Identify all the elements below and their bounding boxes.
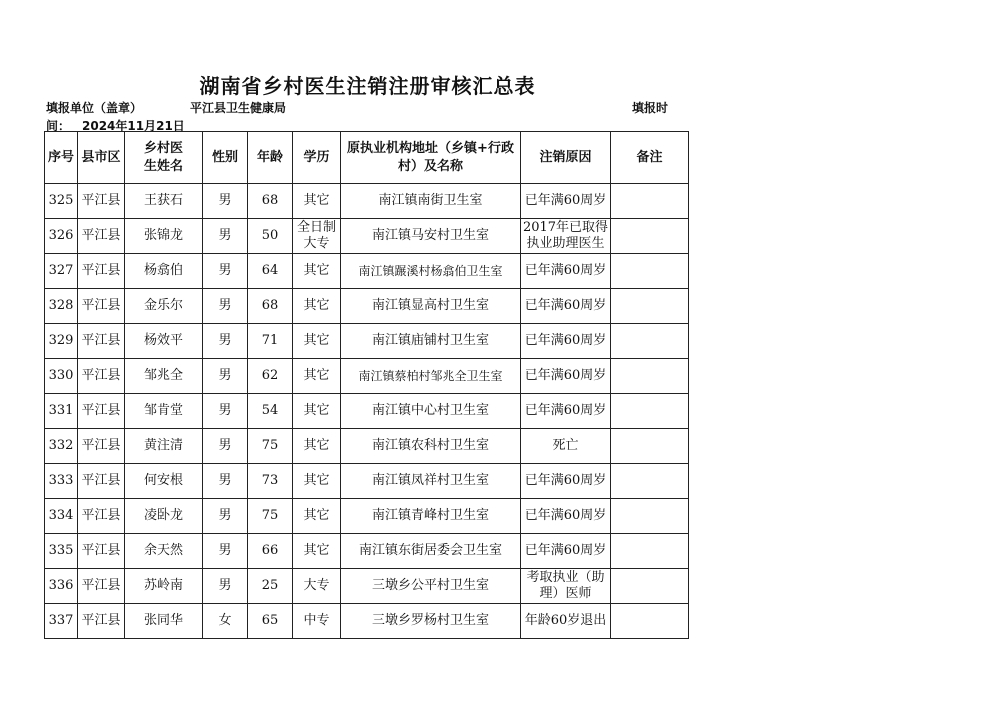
cell-original-institution: 南江镇蔡柏村邹兆全卫生室 bbox=[341, 359, 521, 394]
cell-remarks bbox=[611, 534, 689, 569]
cell-county: 平江县 bbox=[78, 394, 125, 429]
cell-deregistration-reason: 已年满60周岁 bbox=[521, 184, 611, 219]
cell-remarks bbox=[611, 184, 689, 219]
cell-education: 全日制大专 bbox=[293, 219, 341, 254]
cell-age: 66 bbox=[248, 534, 293, 569]
cell-gender: 男 bbox=[203, 254, 248, 289]
table-row bbox=[45, 429, 689, 464]
cell-deregistration-reason: 已年满60周岁 bbox=[521, 324, 611, 359]
cell-education: 其它 bbox=[293, 289, 341, 324]
cell-doctor-name: 杨翕伯 bbox=[125, 254, 203, 289]
report-time-label-continued: 间： bbox=[46, 119, 71, 133]
header-education: 学历 bbox=[293, 132, 341, 184]
cell-serial-no: 330 bbox=[45, 359, 78, 394]
cell-serial-no: 332 bbox=[45, 429, 78, 464]
cell-remarks bbox=[611, 219, 689, 254]
cell-deregistration-reason: 已年满60周岁 bbox=[521, 499, 611, 534]
cell-deregistration-reason: 已年满60周岁 bbox=[521, 394, 611, 429]
cell-deregistration-reason: 已年满60周岁 bbox=[521, 289, 611, 324]
cell-doctor-name: 金乐尔 bbox=[125, 289, 203, 324]
cell-gender: 男 bbox=[203, 324, 248, 359]
cell-county: 平江县 bbox=[78, 359, 125, 394]
cell-education: 其它 bbox=[293, 499, 341, 534]
cell-serial-no: 335 bbox=[45, 534, 78, 569]
cell-age: 50 bbox=[248, 219, 293, 254]
cell-age: 71 bbox=[248, 324, 293, 359]
cell-deregistration-reason: 2017年已取得执业助理医生 bbox=[521, 219, 611, 254]
cell-original-institution: 南江镇显高村卫生室 bbox=[341, 289, 521, 324]
header-original-institution: 原执业机构地址（乡镇+行政村）及名称 bbox=[341, 132, 521, 184]
cell-doctor-name: 邹兆全 bbox=[125, 359, 203, 394]
cell-gender: 男 bbox=[203, 499, 248, 534]
cell-deregistration-reason: 年龄60岁退出 bbox=[521, 604, 611, 639]
table-row bbox=[45, 324, 689, 359]
cell-doctor-name: 苏岭南 bbox=[125, 569, 203, 604]
cell-county: 平江县 bbox=[78, 534, 125, 569]
header-doctor-name: 乡村医生姓名 bbox=[125, 132, 203, 184]
cell-original-institution: 南江镇南街卫生室 bbox=[341, 184, 521, 219]
cell-age: 75 bbox=[248, 429, 293, 464]
table-row bbox=[45, 604, 689, 639]
cell-original-institution: 南江镇农科村卫生室 bbox=[341, 429, 521, 464]
cell-deregistration-reason: 已年满60周岁 bbox=[521, 359, 611, 394]
cell-county: 平江县 bbox=[78, 324, 125, 359]
cell-remarks bbox=[611, 289, 689, 324]
report-time-label: 填报时 bbox=[632, 101, 669, 115]
cell-original-institution: 南江镇马安村卫生室 bbox=[341, 219, 521, 254]
cell-original-institution: 南江镇东街居委会卫生室 bbox=[341, 534, 521, 569]
cell-education: 大专 bbox=[293, 569, 341, 604]
cell-age: 64 bbox=[248, 254, 293, 289]
cell-gender: 男 bbox=[203, 289, 248, 324]
cell-serial-no: 329 bbox=[45, 324, 78, 359]
cell-remarks bbox=[611, 464, 689, 499]
header-county: 县市区 bbox=[78, 132, 125, 184]
cell-gender: 女 bbox=[203, 604, 248, 639]
cell-age: 54 bbox=[248, 394, 293, 429]
cell-original-institution: 南江镇蹍溪村杨翕伯卫生室 bbox=[341, 254, 521, 289]
cell-gender: 男 bbox=[203, 219, 248, 254]
cell-original-institution: 南江镇庙铺村卫生室 bbox=[341, 324, 521, 359]
cell-gender: 男 bbox=[203, 394, 248, 429]
cell-gender: 男 bbox=[203, 184, 248, 219]
table-row bbox=[45, 254, 689, 289]
cell-remarks bbox=[611, 429, 689, 464]
cell-remarks bbox=[611, 324, 689, 359]
cell-original-institution: 三墩乡公平村卫生室 bbox=[341, 569, 521, 604]
cell-age: 73 bbox=[248, 464, 293, 499]
cell-serial-no: 325 bbox=[45, 184, 78, 219]
cell-gender: 男 bbox=[203, 359, 248, 394]
table-row bbox=[45, 184, 689, 219]
header-deregistration-reason: 注销原因 bbox=[521, 132, 611, 184]
cell-remarks bbox=[611, 499, 689, 534]
cell-gender: 男 bbox=[203, 464, 248, 499]
cell-deregistration-reason: 考取执业（助理）医师 bbox=[521, 569, 611, 604]
cell-education: 其它 bbox=[293, 534, 341, 569]
cell-age: 68 bbox=[248, 289, 293, 324]
cell-age: 65 bbox=[248, 604, 293, 639]
cell-county: 平江县 bbox=[78, 254, 125, 289]
cell-original-institution: 南江镇青峰村卫生室 bbox=[341, 499, 521, 534]
cell-remarks bbox=[611, 569, 689, 604]
reporting-unit-value: 平江县卫生健康局 bbox=[190, 101, 287, 115]
deregistration-table bbox=[44, 131, 689, 639]
cell-gender: 男 bbox=[203, 429, 248, 464]
cell-county: 平江县 bbox=[78, 429, 125, 464]
cell-doctor-name: 何安根 bbox=[125, 464, 203, 499]
cell-serial-no: 333 bbox=[45, 464, 78, 499]
table-row bbox=[45, 464, 689, 499]
table-row bbox=[45, 394, 689, 429]
cell-remarks bbox=[611, 359, 689, 394]
cell-age: 75 bbox=[248, 499, 293, 534]
cell-serial-no: 331 bbox=[45, 394, 78, 429]
page-title: 湖南省乡村医生注销注册审核汇总表 bbox=[199, 74, 536, 98]
cell-deregistration-reason: 已年满60周岁 bbox=[521, 254, 611, 289]
cell-serial-no: 326 bbox=[45, 219, 78, 254]
table-row bbox=[45, 499, 689, 534]
cell-serial-no: 327 bbox=[45, 254, 78, 289]
table-header-row bbox=[45, 132, 689, 184]
cell-doctor-name: 张同华 bbox=[125, 604, 203, 639]
cell-doctor-name: 黄注清 bbox=[125, 429, 203, 464]
table-row bbox=[45, 289, 689, 324]
cell-county: 平江县 bbox=[78, 219, 125, 254]
cell-education: 其它 bbox=[293, 394, 341, 429]
header-remarks: 备注 bbox=[611, 132, 689, 184]
cell-original-institution: 南江镇凤祥村卫生室 bbox=[341, 464, 521, 499]
cell-gender: 男 bbox=[203, 534, 248, 569]
reporting-unit-label: 填报单位（盖章） bbox=[46, 101, 143, 115]
header-serial-no: 序号 bbox=[45, 132, 78, 184]
cell-education: 其它 bbox=[293, 184, 341, 219]
cell-county: 平江县 bbox=[78, 604, 125, 639]
table-row bbox=[45, 534, 689, 569]
header-gender: 性别 bbox=[203, 132, 248, 184]
cell-doctor-name: 邹肯堂 bbox=[125, 394, 203, 429]
cell-serial-no: 334 bbox=[45, 499, 78, 534]
cell-remarks bbox=[611, 254, 689, 289]
cell-age: 62 bbox=[248, 359, 293, 394]
cell-education: 其它 bbox=[293, 254, 341, 289]
cell-deregistration-reason: 已年满60周岁 bbox=[521, 464, 611, 499]
cell-education: 其它 bbox=[293, 359, 341, 394]
cell-education: 其它 bbox=[293, 324, 341, 359]
cell-remarks bbox=[611, 394, 689, 429]
cell-education: 其它 bbox=[293, 429, 341, 464]
cell-county: 平江县 bbox=[78, 184, 125, 219]
cell-county: 平江县 bbox=[78, 569, 125, 604]
cell-doctor-name: 张锦龙 bbox=[125, 219, 203, 254]
cell-doctor-name: 凌卧龙 bbox=[125, 499, 203, 534]
cell-original-institution: 南江镇中心村卫生室 bbox=[341, 394, 521, 429]
cell-age: 25 bbox=[248, 569, 293, 604]
cell-serial-no: 328 bbox=[45, 289, 78, 324]
cell-education: 中专 bbox=[293, 604, 341, 639]
cell-original-institution: 三墩乡罗杨村卫生室 bbox=[341, 604, 521, 639]
cell-doctor-name: 王获石 bbox=[125, 184, 203, 219]
report-date: 2024年11月21日 bbox=[82, 119, 185, 133]
cell-serial-no: 337 bbox=[45, 604, 78, 639]
header-age: 年龄 bbox=[248, 132, 293, 184]
table-row bbox=[45, 359, 689, 394]
cell-doctor-name: 余天然 bbox=[125, 534, 203, 569]
cell-gender: 男 bbox=[203, 569, 248, 604]
cell-serial-no: 336 bbox=[45, 569, 78, 604]
cell-county: 平江县 bbox=[78, 464, 125, 499]
table-row bbox=[45, 569, 689, 604]
table-row bbox=[45, 219, 689, 254]
cell-county: 平江县 bbox=[78, 289, 125, 324]
cell-doctor-name: 杨效平 bbox=[125, 324, 203, 359]
cell-deregistration-reason: 死亡 bbox=[521, 429, 611, 464]
cell-remarks bbox=[611, 604, 689, 639]
cell-county: 平江县 bbox=[78, 499, 125, 534]
cell-education: 其它 bbox=[293, 464, 341, 499]
cell-age: 68 bbox=[248, 184, 293, 219]
cell-deregistration-reason: 已年满60周岁 bbox=[521, 534, 611, 569]
